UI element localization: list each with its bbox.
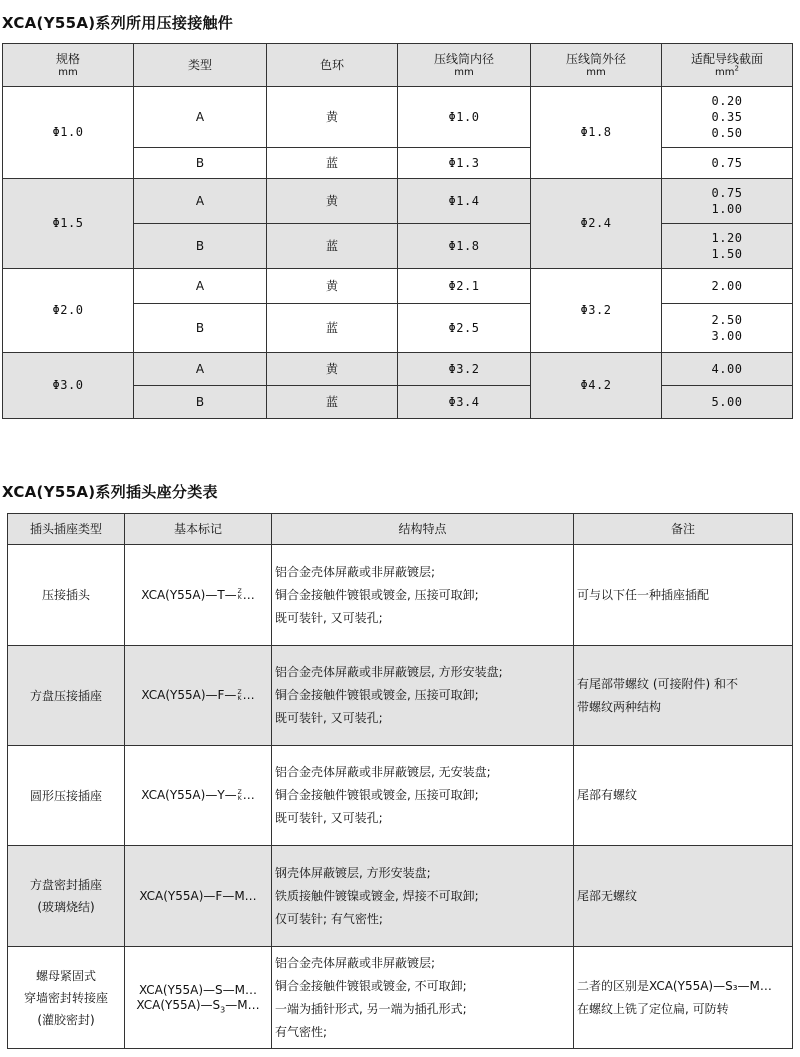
mark-line — [125, 688, 271, 703]
type-cell: B — [134, 386, 267, 419]
table2-row — [8, 746, 793, 846]
feature-cell — [272, 646, 574, 746]
header-ring: 色环 — [267, 44, 398, 87]
mark-suffix: … — [242, 688, 255, 702]
table2-title: XCA(Y55A)系列插头座分类表 — [2, 483, 218, 501]
mark-stack-char: K — [237, 694, 242, 702]
inner-cell: Φ1.0 — [398, 87, 531, 148]
note-line: 尾部无螺纹 — [577, 888, 638, 903]
mark-line — [125, 998, 271, 1013]
ring-cell: 蓝 — [267, 386, 398, 419]
feature-line: 仅可装针; 有气密性; — [275, 911, 383, 926]
feature-line: 一端为插针形式, 另一端为插孔形式; — [275, 1001, 467, 1016]
header-type: 类型 — [134, 44, 267, 87]
ring-cell: 蓝 — [267, 304, 398, 353]
feature-cell — [272, 545, 574, 646]
mark-cell — [125, 646, 272, 746]
feature-line: 铜合金接触件镀银或镀金, 不可取卸; — [275, 978, 467, 993]
kind-line: 圆形压接插座 — [29, 788, 102, 803]
feature-line: 钢壳体屏蔽镀层, 方形安装盘; — [275, 865, 431, 880]
header-mark: 基本标记 — [125, 514, 272, 545]
feature-cell — [272, 947, 574, 1049]
outer-cell: Φ4.2 — [531, 353, 662, 419]
wire-value: 0.35 — [711, 110, 743, 124]
wire-value: 1.00 — [711, 202, 743, 216]
ring-cell: 黄 — [267, 269, 398, 304]
outer-cell: Φ3.2 — [531, 269, 662, 353]
note-line: 带螺纹两种结构 — [577, 699, 662, 714]
table1-title: XCA(Y55A)系列所用压接接触件 — [2, 14, 234, 32]
table2-row — [8, 947, 793, 1049]
type-cell: A — [134, 87, 267, 148]
wire-cell — [662, 179, 793, 224]
contact-table — [2, 43, 793, 419]
mark-prefix: XCA(Y55A)—T— — [141, 587, 237, 602]
kind-cell — [8, 846, 125, 947]
mark-line — [125, 889, 271, 904]
feature-line: 铜合金接触件镀银或镀金, 压接可取卸; — [275, 788, 479, 802]
mark-stack-char: K — [237, 794, 242, 802]
ring-cell: 黄 — [267, 179, 398, 224]
wire-cell — [662, 87, 793, 148]
kind-line: 螺母紧固式 — [35, 968, 96, 983]
kind-line: 方盘压接插座 — [29, 688, 102, 703]
outer-cell: Φ2.4 — [531, 179, 662, 269]
inner-cell: Φ1.4 — [398, 179, 531, 224]
wire-value: 4.00 — [711, 362, 743, 376]
wire-value: 0.20 — [711, 94, 743, 108]
wire-cell — [662, 148, 793, 179]
wire-value: 3.00 — [711, 329, 743, 343]
table1-row — [3, 269, 793, 304]
ring-cell: 蓝 — [267, 224, 398, 269]
mark-prefix: XCA(Y55A)—F—M… — [139, 888, 257, 903]
inner-cell: Φ1.3 — [398, 148, 531, 179]
ring-cell: 黄 — [267, 87, 398, 148]
mark-suffix: … — [242, 587, 255, 602]
table2-row — [8, 545, 793, 646]
feature-cell — [272, 846, 574, 947]
kind-line: 穿墙密封转接座 — [23, 990, 108, 1005]
note-cell — [574, 746, 793, 846]
kind-line: 压接插头 — [41, 588, 90, 602]
mark-prefix: XCA(Y55A)—S—M… — [138, 982, 258, 997]
mark-suffix: —M… — [225, 997, 260, 1012]
note-line: 在螺纹上铣了定位扁, 可防转 — [577, 1001, 729, 1016]
mark-cell — [125, 947, 272, 1049]
type-cell: B — [134, 304, 267, 353]
spec-cell: Φ2.0 — [3, 269, 134, 353]
ring-cell: 蓝 — [267, 148, 398, 179]
inner-cell: Φ1.8 — [398, 224, 531, 269]
note-line: 尾部有螺纹 — [577, 788, 638, 802]
header-outer: 压线筒外径 mm — [531, 44, 662, 87]
mark-line — [125, 588, 271, 603]
note-line: 有尾部带螺纹 (可接附件) 和不 — [577, 676, 738, 691]
feature-line: 铝合金壳体屏蔽或非屏蔽镀层, 方形安装盘; — [275, 665, 503, 679]
connector-table — [7, 513, 793, 1049]
kind-line: 方盘密封插座 — [29, 878, 102, 892]
type-cell: B — [134, 148, 267, 179]
feature-line: 既可装针, 又可装孔; — [275, 711, 383, 725]
mark-stack-char: Z — [237, 788, 242, 796]
spec-cell: Φ1.0 — [3, 87, 134, 179]
table1-row — [3, 87, 793, 148]
mark-line — [125, 983, 271, 998]
mark-subscript: 3 — [220, 1004, 226, 1014]
mark-stack — [237, 690, 241, 702]
table2-row — [8, 846, 793, 947]
note-line: 可与以下任一种插座插配 — [577, 587, 710, 602]
spec-cell: Φ1.5 — [3, 179, 134, 269]
table1-row — [3, 179, 793, 224]
mark-prefix: XCA(Y55A)—F— — [141, 688, 237, 702]
feature-line: 有气密性; — [275, 1024, 328, 1039]
kind-line: (玻璃烧结) — [37, 900, 95, 914]
feature-line: 铁质接触件镀镍或镀金, 焊接不可取卸; — [275, 888, 479, 903]
table1-row — [3, 353, 793, 386]
table2-header-row — [8, 514, 793, 545]
note-cell — [574, 646, 793, 746]
wire-value: 2.50 — [711, 313, 743, 327]
wire-cell — [662, 224, 793, 269]
feature-line: 铝合金壳体屏蔽或非屏蔽镀层, 无安装盘; — [275, 765, 491, 779]
feature-line: 既可装针, 又可装孔; — [275, 610, 383, 625]
mark-stack-char: Z — [237, 688, 242, 696]
kind-cell — [8, 746, 125, 846]
kind-cell — [8, 545, 125, 646]
type-cell: A — [134, 353, 267, 386]
spec-cell: Φ3.0 — [3, 353, 134, 419]
mark-cell — [125, 545, 272, 646]
header-inner: 压线筒内径 mm — [398, 44, 531, 87]
inner-cell: Φ3.2 — [398, 353, 531, 386]
wire-cell — [662, 304, 793, 353]
wire-value: 0.75 — [711, 186, 743, 200]
mark-suffix: … — [242, 788, 255, 802]
outer-cell: Φ1.8 — [531, 87, 662, 179]
table1-header-row — [3, 44, 793, 87]
table2-row — [8, 646, 793, 746]
mark-prefix: XCA(Y55A)—S — [136, 997, 221, 1012]
type-cell: A — [134, 269, 267, 304]
wire-value: 1.20 — [711, 231, 743, 245]
ring-cell: 黄 — [267, 353, 398, 386]
wire-cell — [662, 386, 793, 419]
feature-line: 既可装针, 又可装孔; — [275, 811, 383, 825]
mark-cell — [125, 846, 272, 947]
mark-stack-char: Z — [237, 588, 242, 595]
wire-value: 0.50 — [711, 126, 743, 140]
mark-stack — [238, 790, 242, 802]
header-wire: 适配导线截面 $mm^2$ — [662, 44, 793, 87]
kind-cell — [8, 646, 125, 746]
wire-value: 1.50 — [711, 247, 743, 261]
inner-cell: Φ3.4 — [398, 386, 531, 419]
type-cell: B — [134, 224, 267, 269]
note-cell — [574, 947, 793, 1049]
feature-line: 铝合金壳体屏蔽或非屏蔽镀层; — [275, 955, 436, 970]
wire-value: 0.75 — [711, 156, 743, 170]
type-cell: A — [134, 179, 267, 224]
wire-value: 5.00 — [711, 395, 743, 409]
header-note: 备注 — [574, 514, 793, 545]
note-cell — [574, 545, 793, 646]
note-cell — [574, 846, 793, 947]
feature-line: 铜合金接触件镀银或镀金, 压接可取卸; — [275, 688, 479, 702]
kind-cell — [8, 947, 125, 1049]
header-kind: 插头插座类型 — [8, 514, 125, 545]
feature-line: 铝合金壳体屏蔽或非屏蔽镀层; — [275, 564, 436, 579]
note-line: 二者的区别是XCA(Y55A)—S₃—M… — [577, 978, 772, 993]
mark-prefix: XCA(Y55A)—Y— — [141, 788, 237, 802]
header-spec: 规格 mm — [3, 44, 134, 87]
feature-cell — [272, 746, 574, 846]
mark-cell — [125, 746, 272, 846]
mark-stack-char: K — [237, 594, 242, 601]
inner-cell: Φ2.1 — [398, 269, 531, 304]
wire-cell — [662, 353, 793, 386]
mark-stack — [238, 589, 242, 601]
header-feature: 结构特点 — [272, 514, 574, 545]
wire-value: 2.00 — [711, 279, 743, 293]
inner-cell: Φ2.5 — [398, 304, 531, 353]
feature-line: 铜合金接触件镀银或镀金, 压接可取卸; — [275, 587, 479, 602]
kind-line: (灌胶密封) — [37, 1012, 95, 1027]
wire-cell — [662, 269, 793, 304]
mark-line — [125, 788, 271, 803]
